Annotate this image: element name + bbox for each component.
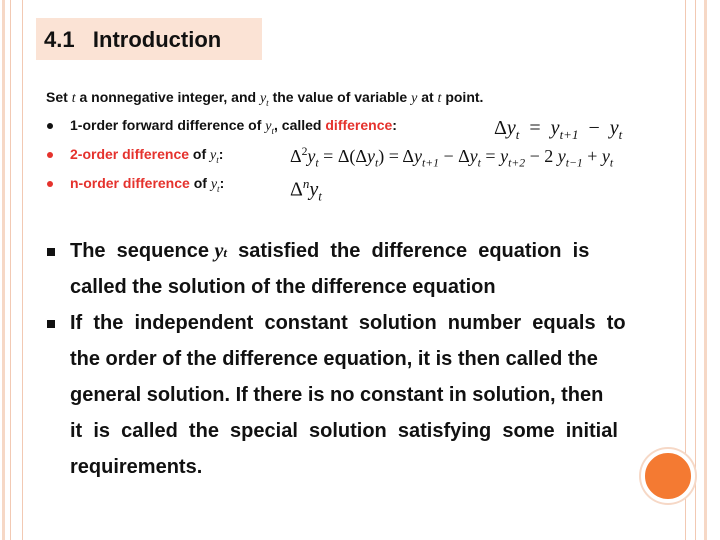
difference-highlight: difference [325,117,393,133]
intro-text-4: at [417,89,438,105]
intro-text-2: a nonnegative integer, and [75,89,260,105]
paragraph-2-line-2: the order of the difference equation, it is then called the [70,348,598,370]
left-rail [2,0,5,540]
intro-text-3: the value of variable [268,89,412,105]
bullet-dot-1 [47,123,53,129]
bullet-1-label: 1-order forward difference of [70,117,266,133]
var-t: t [71,91,76,106]
slide-title: 4.1 Introduction [44,27,222,52]
paragraph-2-line-5: requirements. [70,456,203,478]
bullet-3-after: of [189,175,211,191]
paragraph-1-text-b: satisfied the difference equation is [227,240,590,262]
paragraph-2-line-4: it is called the special solution satisfying some initial [70,420,618,442]
var-y: y [259,91,267,106]
intro-text-5: point. [441,89,484,105]
paragraph-1-line-2: called the solution of the difference equation [70,276,496,298]
paragraph-1-var-sub: t [223,245,228,260]
bullet-3-var: y [210,177,218,192]
right-rail [704,0,707,540]
bullet-2-var: y [210,148,217,163]
bullet-3-text [70,175,224,194]
formula-nth-difference: $\Delta^ny_t$ [290,176,322,204]
formula-second-difference: $\Delta^2y_t = \Delta(\Delta y_t) = \Delta y_{t+1} - \Delta y_t = y_{t+2} - 2$ $y_{t-1} + y_t$ [290,145,614,170]
bullet-3-var-sub: t [217,183,220,194]
bullet-dot-3 [47,181,53,187]
bullet-2-label: 2-order difference [70,146,190,162]
square-bullet-1 [47,248,55,256]
square-bullet-2 [47,320,55,328]
var-y-plain: y [411,91,418,106]
intro-line [46,89,483,108]
bullet-1-colon: : [392,117,397,133]
bullet-3-colon: : [219,175,225,191]
bullet-2-after: of [189,146,211,162]
bullet-1-var: y [265,119,272,134]
paragraph-1-line-1 [70,240,620,263]
bullet-1-after: , called [274,117,326,133]
intro-text-1: Set [46,89,72,105]
bullet-3-label: n-order difference [70,175,190,191]
bullet-dot-2 [47,152,53,158]
formula-first-difference: $\Delta y_t = y_{t+1} - y_t$ [494,117,623,142]
decorative-orange-circle [641,449,695,503]
paragraph-2-line-1: If the independent constant solution number equals to [70,312,626,334]
var-y-subscript: t [266,97,269,108]
bullet-2-var-sub: t [216,154,219,165]
var-t-2: t [437,91,442,106]
bullet-1-var-sub: t [271,125,275,136]
bullet-2-colon: : [218,146,224,162]
bullet-2-text [70,146,223,165]
bullet-1-text [70,117,397,136]
paragraph-1-text-a: The sequence [70,240,215,262]
paragraph-1-var: y [214,240,224,262]
paragraph-2-line-3: general solution. If there is no constant in solution, then [70,384,604,406]
